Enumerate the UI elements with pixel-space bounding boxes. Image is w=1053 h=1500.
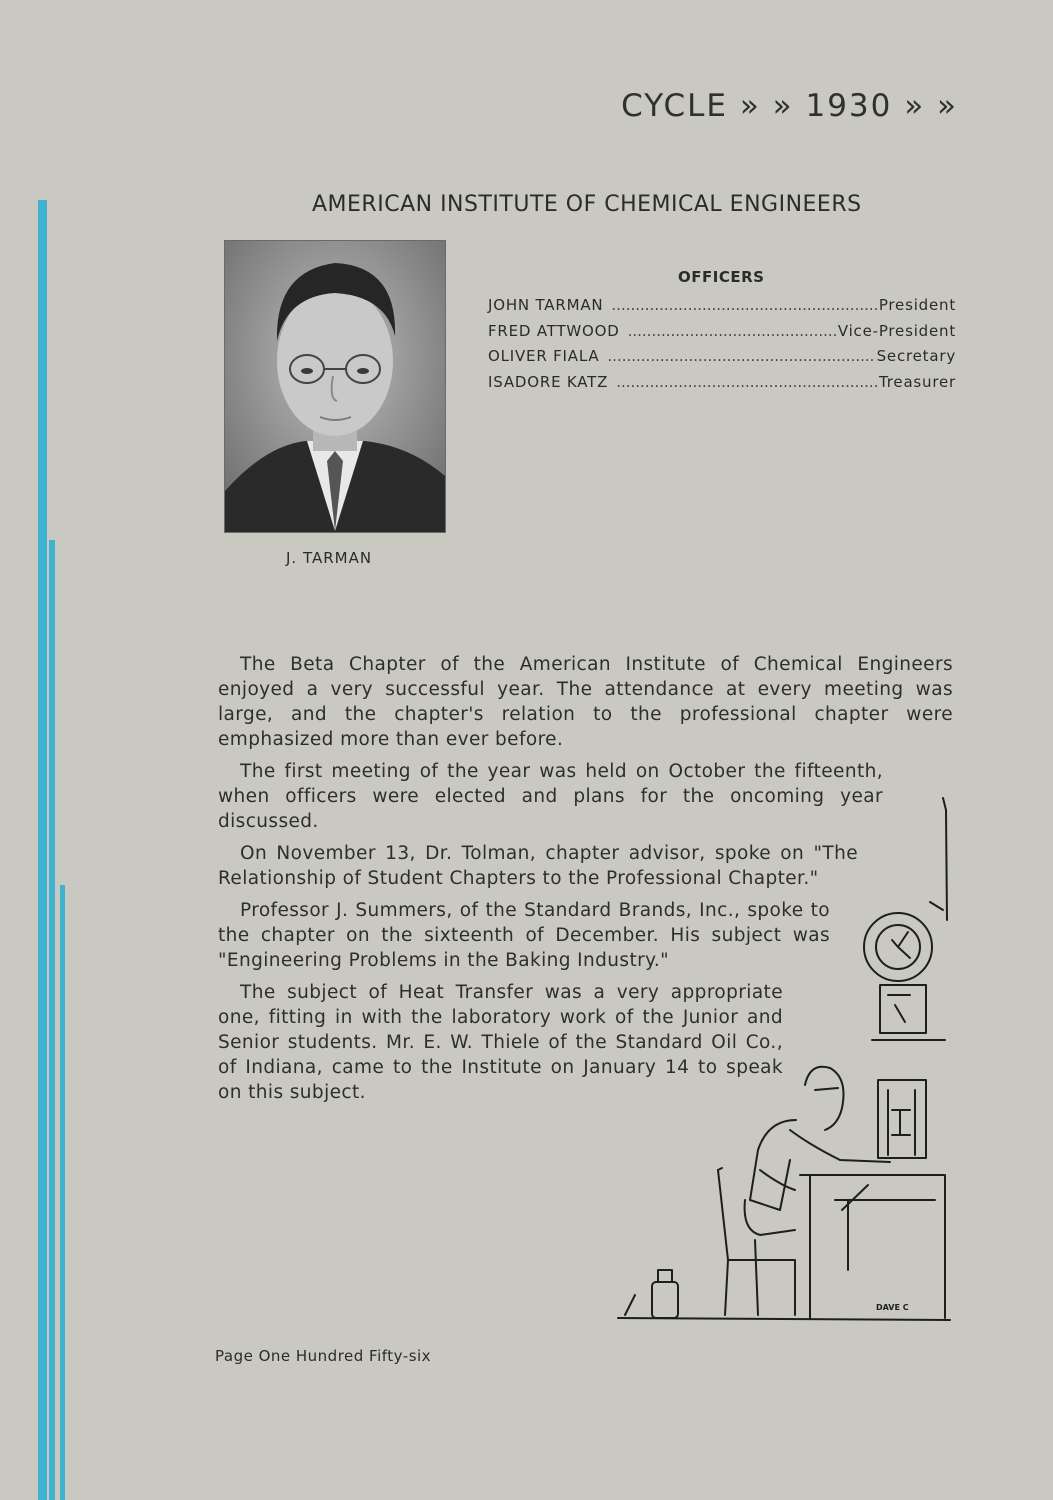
officer-row (488, 373, 956, 399)
page-title: AMERICAN INSTITUTE OF CHEMICAL ENGINEERS (312, 192, 862, 217)
page-number-footer: Page One Hundred Fifty-six (215, 1347, 432, 1365)
leader-dots (616, 373, 877, 391)
officers-heading: OFFICERS (678, 268, 765, 286)
officer-row (488, 347, 956, 373)
officer-row (488, 296, 956, 322)
body-paragraph: Professor J. Summers, of the Standard Brands, Inc., spoke to the chapter on the sixteenth of December. His subject was "Engineering Problems in the Baking Industry." (218, 900, 830, 971)
artist-signature: DAVE C (876, 1303, 909, 1312)
officer-name: FRED ATTWOOD (488, 321, 620, 340)
leader-dots (628, 322, 836, 340)
decorative-blue-bar (38, 200, 47, 1500)
body-paragraph: The subject of Heat Transfer was a very appropriate one, fitting in with the laboratory work of the Junior and Senior students. Mr. E. W. Thiele of the Standard Oil Co., of Indiana, came to the Institute on January 14 to speak on this subject. (218, 982, 783, 1103)
decorative-blue-bar (49, 540, 55, 1500)
leader-dots (611, 296, 876, 314)
leader-dots (607, 347, 874, 365)
officer-row (488, 322, 956, 348)
officer-role: Treasurer (879, 372, 956, 391)
running-header: CYCLE » » 1930 » » (621, 88, 958, 124)
body-paragraph: On November 13, Dr. Tolman, chapter advisor, spoke on "The Relationship of Student Chapters to the Professional Chapter." (218, 843, 858, 889)
officer-name: ISADORE KATZ (488, 372, 609, 391)
body-paragraph: The Beta Chapter of the American Institute of Chemical Engineers enjoyed a very successful year. The attendance at every meeting was large, and the chapter's relation to the professional chapter were emphasized more than ever before. (218, 654, 953, 750)
body-paragraph: The first meeting of the year was held on October the fifteenth, when officers were elected and plans for the oncoming year discussed. (218, 761, 883, 832)
chemist-sketch-illustration (610, 790, 955, 1325)
portrait-photo (224, 240, 446, 533)
photo-caption: J. TARMAN (286, 549, 373, 567)
officer-role: President (878, 296, 956, 314)
officer-name: JOHN TARMAN (488, 296, 604, 314)
decorative-blue-bar (60, 885, 65, 1500)
officers-list (488, 296, 956, 398)
officer-role: Secretary (876, 347, 956, 365)
officer-name: OLIVER FIALA (488, 347, 600, 365)
officer-role: Vice-President (837, 321, 956, 340)
